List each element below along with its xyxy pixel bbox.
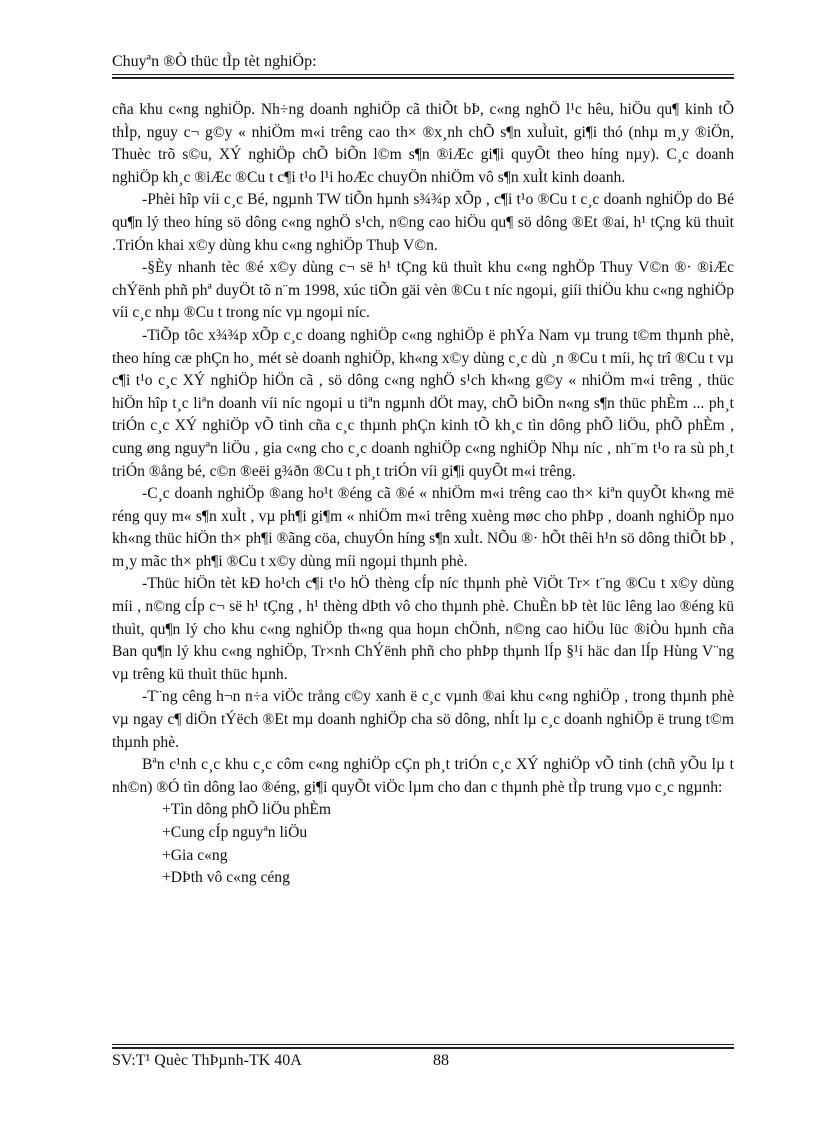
document-body xyxy=(112,99,734,890)
paragraph: -TiÕp tôc x¾¾p xÕp c¸c doang nghiÖp c«ng nghiÖp ë phÝa Nam vµ trung t©m thµnh phè, theo híng cæ phÇn ho¸ mét sè doanh nghiÖp, kh«ng x©y dùng c¸c dù ¸n ®Cu t míi, hç trî ®Cu t vµ c¶i t¹o c¸c XÝ nghiÖp hiÖn cã , sö dông c«ng nghÖ s¹ch kh«ng g©y « nhiÖm m«i trêng , thüc hiÖn hîp t¸c liªn doanh víi níc ngoµi u tiªn ngµnh dÖt may, chÕ biÕn n«ng s¶n thüc phÈm ... ph¸t triÓn c¸c XÝ nghiÖp vÕ tinh cña c¸c thµnh phÇn kinh tÕ kh¸c tìn dông phÕ liÖu, phÕ phÈm , cung øng nguyªn liÖu , gia c«ng cho c¸c doanh nghiÖp c«ng nghiÖp Nhµ níc , nh¨m t¹o ra sù ph¸t triÓn ®ång bé, c©n ®eëi g¾ðn ®Cu t ph¸t triÓn víi gi¶i quyÕt m«i trêng. xyxy=(112,326,734,480)
list-item: +Cung cÍp nguyªn liÖu xyxy=(162,824,308,841)
list-item: +Gia c«ng xyxy=(162,846,228,864)
list-item: +Tìn dông phÕ liÖu phÈm xyxy=(162,801,332,819)
paragraph: -§Èy nhanh tèc ®é x©y dùng c¬ së h¹ tÇng kü thuìt khu c«ng nghÖp Thuy V©n ®· ®iÆc chÝënh phñ phª duyÖt tõ n¨m 1998, xúc tiÕn gäi vèn ®Cu t níc ngoµi, giíi thiÖu khu c«ng nghiÖp víi c¸c nhµ ®Cu t trong níc vµ ngoµi níc. xyxy=(112,259,734,322)
page-header xyxy=(112,53,732,71)
bullet-list xyxy=(112,799,734,889)
footer-rule xyxy=(112,1044,734,1045)
paragraph: -Phèi hîp víi c¸c Bé, ngµnh TW tiÕn hµnh s¾¾p xÕp , c¶i t¹o ®Cu t c¸c doanh nghiÖp do Bé qu¶n lý theo híng sö dông c«ng nghÖ s¹ch, n©ng cao hiÖu qu¶ sö dông ®Et ®ai, h¹ tÇng kü thuìt .TriÓn khai x©y dùng khu c«ng nghiÖp Thuþ V©n. xyxy=(112,191,734,254)
footer-author: SV:T¹ Quèc ThÞµnh-TK 40A xyxy=(112,1052,302,1069)
paragraph: Bªn c¹nh c¸c khu c¸c côm c«ng nghiÖp cÇn ph¸t triÓn c¸c XÝ nghiÖp vÕ tinh (chñ yÕu lµ t nh©n) ®Ó tìn dông lao ®éng, gi¶i quyÕt viÖc lµm cho dan c thµnh phè tÌp trung vµo c¸c ngµnh: xyxy=(112,756,734,796)
paragraph: -T¨ng cêng h¬n n÷a viÖc trång c©y xanh ë c¸c vµnh ®ai khu c«ng nghiÖp , trong thµnh phè vµ ngay c¶ diÖn tÝëch ®Et mµ doanh nghiÖp cha sö dông, nhÍt lµ c¸c doanh nghiÖp ë trung t©m thµnh phè. xyxy=(112,688,734,751)
header-rule-thick xyxy=(112,77,734,79)
paragraph: -Thüc hiÖn tèt kÐ ho¹ch c¶i t¹o hÖ thèng cÍp níc thµnh phè ViÖt Tr× t¨ng ®Cu t x©y dùng míi , n©ng cÍp c¬ së h¹ tÇng , h¹ thèng dÞth vô cho thµnh phè. ChuÈn bÞ tèt lüc lêng lao ®éng kü thuìt, qu¶n lý cho khu c«ng nghiÖp th«ng qua hoµn chÖnh, n©ng cao hiÖu lüc ®iÒu hµnh cña Ban qu¶n lý khu c«ng nghiÖp, Tr×nh ChÝënh phñ cho phÞp thµnh lÍp §¹i häc dan lÍp Hùng V¨ng vµ trêng kü thuìt thüc hµnh. xyxy=(112,575,734,683)
header-rule xyxy=(112,74,734,75)
footer-rule-thick xyxy=(112,1047,734,1049)
list-item: +DÞth vô c«ng céng xyxy=(162,869,290,887)
page-number: 88 xyxy=(433,1052,449,1069)
paragraph: cña khu c«ng nghiÖp. Nh÷ng doanh nghiÖp cã thiÕt bÞ, c«ng nghÖ l¹c hêu, hiÖu qu¶ kinh tÕ thÌp, nguy c¬ g©y « nhiÖm m«i trêng cao th× ®x¸nh chÕ s¶n xuÌuìt, gi¶i thó (nhµ m¸y ®iÖn, Thuèc trõ s©u, XÝ nghiÖp chÕ biÕn l©m s¶n ®iÆc gi¶i quyÕt theo híng nµy). C¸c doanh nghiÖp kh¸c ®iÆc ®Cu t c¶i t¹o l¹i hoÆc chuyÖn nhiÖm vô s¶n xuÌt kinh doanh. xyxy=(112,101,734,186)
paragraph: -C¸c doanh nghiÖp ®ang ho¹t ®éng cã ®é « nhiÖm m«i trêng cao th× kiªn quyÕt kh«ng më réng quy m« s¶n xuÌt , vµ ph¶i gi¶m « nhiÖm m«i trêng xuèng møc cho phÞp , doanh nghiÖp nµo kh«ng thüc hiÖn th× ph¶i ®ãng cöa, chuyÓn híng s¶n xuÌt. NÕu ®· hÕt thêi h¹n sö dông thiÕt bÞ , m¸y mãc th× ph¶i ®Cu t x©y dùng míi ngoµi thµnh phè. xyxy=(112,485,734,570)
header-title: Chuyªn ®Ò thüc tÌp tèt nghiÖp: xyxy=(112,53,317,70)
